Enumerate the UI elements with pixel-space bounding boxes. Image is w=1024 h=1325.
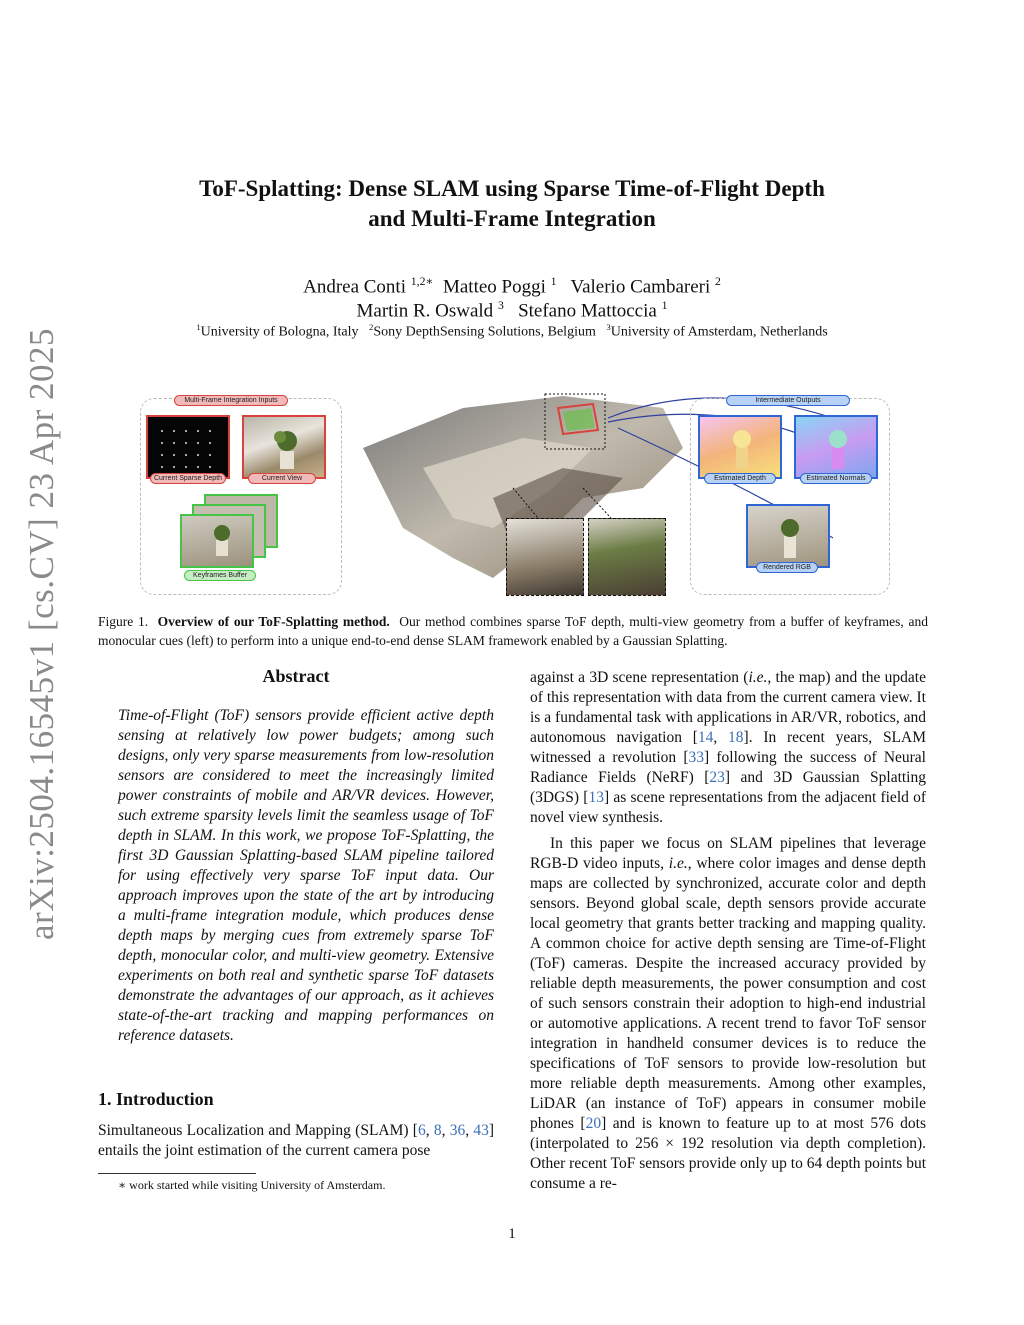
author-affil-mark: 1,2∗ [410,275,434,288]
rendered-plant-graphic [748,506,828,566]
citation-link[interactable]: 36 [449,1122,466,1139]
affil-mark: 1 [196,322,201,332]
text-run: ] and is known to feature up to at most 576 dots (interpolated to 256 × 192 resolution via depth completion). Other recent ToF sensors provide only up to 64 depth points but consume a re- [530,1115,927,1192]
text-run: , where color images and dense depth maps are collected by synchronized, accurate color and depth sensors. Beyond global scale, depth sensors provide accurate local geometry that grants better tracking and mapping quality. A common choice for active depth sensing are Time-of-Flight (ToF) cameras. Despite the increased accuracy provided by reliable depth measurements, the power consumption and cost of such sensors constrain their adoption to high-end industrial or automotive applications. A recent trend to favor ToF sensor integration in handheld consumer devices is to reduce the specifications of ToF sensors to provide low-resolution but more reliable depth measurements. Among other examples, LiDAR (an instance of ToF) appears in consumer mobile phones [ [530,855,926,1132]
citation-link[interactable]: 18 [728,729,744,746]
author-affil-mark: 1 [661,299,668,312]
citation-link[interactable]: 43 [473,1122,489,1139]
sparse-depth-label: Current Sparse Depth [150,473,226,484]
citation-link[interactable]: 20 [585,1115,602,1132]
abstract-text: Time-of-Flight (ToF) sensors provide efficient active depth sensing at relatively low power budgets; among such designs, only very sparse measurements from low-resolution sensors are considered to meet the increasingly limited power constraints of mobile and AR/VR devices. However, such extreme sparsity levels limit the seamless usage of ToF depth in SLAM. In this work, we propose ToF-Splatting, the first 3D Gaussian Splatting-based SLAM pipeline tailored for using effectively very sparse ToF input data. Our approach improves upon the state of the art by introducing a multi-frame integration module, which produces dense depth maps by merging cues from extremely sparse ToF depth, monocular color, and multi-view geometry. Extensive experiments on both real and synthetic sparse ToF datasets demonstrate the advantages of our approach, as it achieves state-of-the-art tracking and mapping performances on reference datasets. [118,707,494,1044]
text-run: against a 3D scene representation ( [530,669,749,686]
text-run: i.e. [748,669,768,686]
sparse-depth-image [146,415,230,479]
text-run: , the map) and the update of this representation with data from the current camera view. It is a fundamental task with applications in AR/VR, robotics, and autonomous navigation [ [530,669,926,746]
inputs-label: Multi-Frame Integration Inputs [174,395,288,406]
author-name: Stefano Mattoccia [518,300,657,322]
citation-link[interactable]: 33 [688,749,705,766]
normals-plant-graphic [796,417,876,477]
page-number: 1 [508,1226,516,1242]
estimated-depth-image [698,415,782,479]
rendered-rgb-image [746,504,830,568]
keyframes-label: Keyframes Buffer [184,570,256,581]
abstract-heading: Abstract [262,666,330,686]
author-line-2 [140,294,884,323]
footnote-rule [98,1173,256,1174]
overview-figure [138,388,890,598]
estimated-normals-image [794,415,878,479]
current-view-image [242,415,326,479]
estimated-depth-label: Estimated Depth [704,473,776,484]
closeup-view-1 [506,518,584,596]
plant-graphic [244,417,324,477]
text-run: ] entails the joint estimation of the current camera pose [98,1122,495,1159]
caption-prefix: Figure 1. [98,614,149,629]
sparse-dots-graphic [148,417,228,477]
author-name: Martin R. Oswald [356,300,494,322]
paper-title-line2: and Multi-Frame Integration [368,206,656,231]
author-affil-mark: 2 [715,275,721,288]
arxiv-side-stamp: arXiv:2504.16545v1 [cs.CV] 23 Apr 2025 [22,327,61,940]
abstract-section [98,666,494,1046]
keyframe-front [180,514,254,568]
footnote: ∗ work started while visiting University of Amsterdam. [118,1178,386,1192]
text-run: ]. In recent years, SLAM witnessed a revolution [ [530,729,927,766]
keyframe-plant-graphic [182,516,252,566]
citation-link[interactable]: 13 [588,789,604,806]
intro-paragraph-2 [530,834,926,1194]
affil-mark: 2 [369,322,374,332]
author-name: Valerio Cambareri [570,276,711,298]
current-view-label: Current View [248,473,316,484]
estimated-normals-label: Estimated Normals [800,473,872,484]
text-run: i.e. [668,855,688,872]
text-run: ] and 3D Gaussian Splatting (3DGS) [ [530,769,926,806]
caption-title: Overview of our ToF-Splatting method. [157,614,390,629]
affiliation: University of Amsterdam, Netherlands [610,324,828,340]
citation-link[interactable]: 14 [697,729,714,746]
intro-paragraph-cont: against a 3D scene representation (i.e., the map) and the update of this representation with data from the current camera view. It is a fundamental task with applications in AR/VR, robotics, and autonomous navigation [14, 18]. In recent years, SLAM witnessed a revolution [33] following the success of Neural Radiance Fields (NeRF) [23] and 3D Gaussian Splatting (3DGS) [13] as scene representations from the adjacent field of novel view synthesis. [530,669,927,826]
author-name: Andrea Conti [303,276,406,298]
outputs-label: Intermediate Outputs [726,395,850,406]
affiliation: Sony DepthSensing Solutions, Belgium [373,324,596,340]
affil-mark: 3 [606,322,611,332]
author-name: Matteo Poggi [442,276,546,298]
author-affil-mark: 1 [550,275,557,288]
depth-plant-graphic [700,417,780,477]
text-run: ] as scene representations from the adjacent field of novel view synthesis. [530,789,926,826]
intro-paragraph: Simultaneous Localization and Mapping (SLAM) [6, 8, 36, 43] entails the joint estimation of the current camera pose [98,1122,495,1159]
author-affil-mark: 3 [497,299,504,312]
affiliations [120,322,904,341]
citation-link[interactable]: 8 [433,1122,442,1139]
caption-text: Our method combines sparse ToF depth, multi-view geometry from a buffer of keyframes, and monocular cues (left) to perform into a unique end-to-end dense SLAM framework enabled by a Gaussian Splatting. [98,614,929,648]
figure-caption [98,612,928,650]
citation-link[interactable]: 6 [417,1122,426,1139]
affiliation: University of Bologna, Italy [200,324,359,340]
introduction-section [98,1089,494,1161]
rendered-rgb-label: Rendered RGB [756,562,818,573]
paper-title-line1: ToF-Splatting: Dense SLAM using Sparse Time-of-Flight Depth [199,176,825,201]
text-run: ] following the success of Neural Radiance Fields (NeRF) [ [530,749,926,786]
citation-link[interactable]: 23 [709,769,725,786]
right-column [530,668,926,1194]
intro-heading: 1. Introduction [98,1089,214,1109]
text-run: In this paper we focus on SLAM pipelines that leverage RGB-D video inputs, [530,835,926,872]
text-run: Simultaneous Localization and Mapping (SLAM) [ [98,1122,418,1139]
